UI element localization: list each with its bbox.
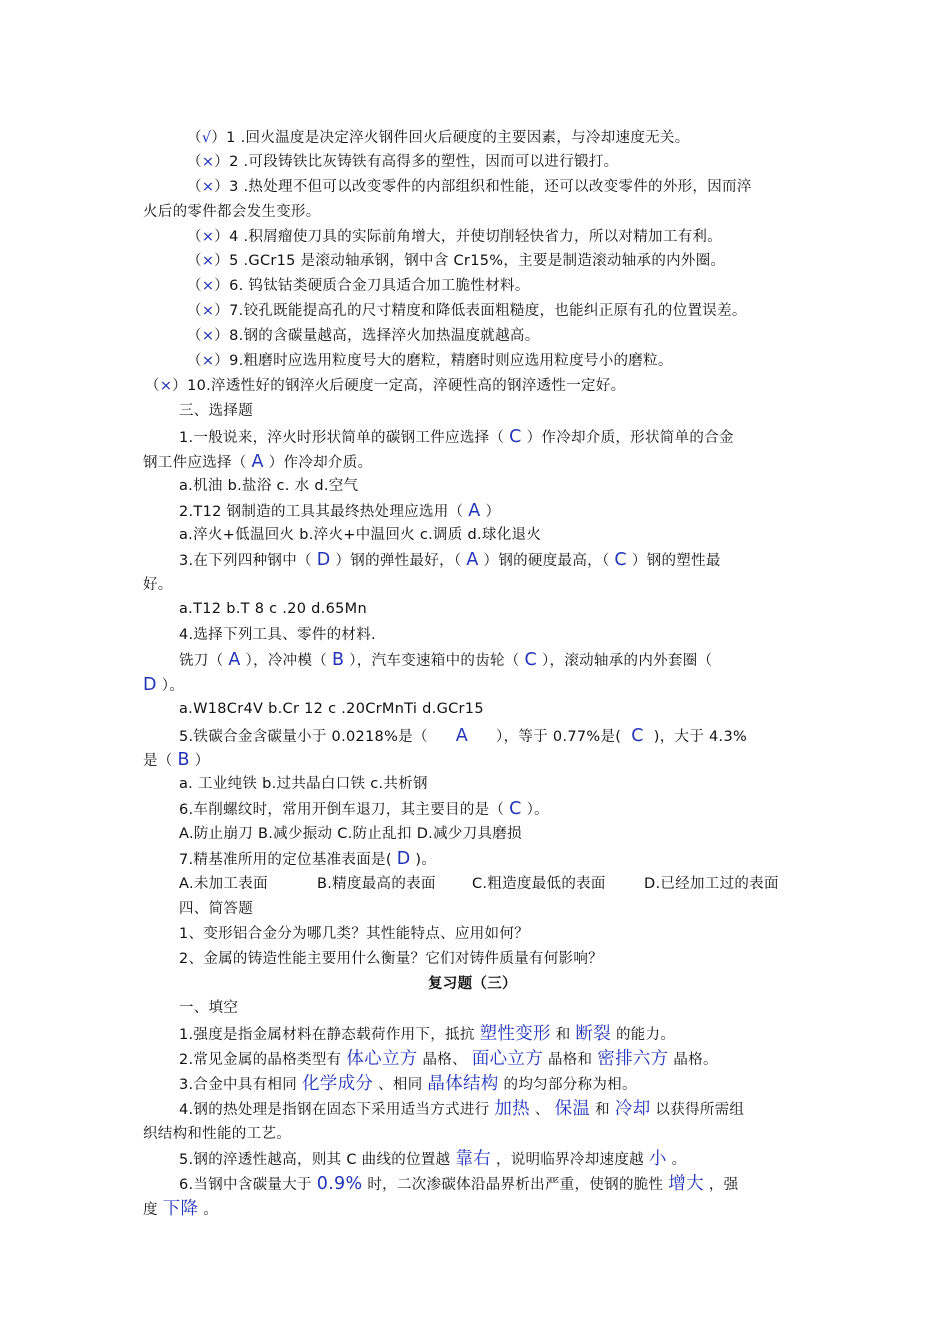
answer: C xyxy=(509,427,522,447)
choice-q1-line2: 钢工件应选择（ A ）作冷却介质。 xyxy=(143,452,373,472)
choice-q3-line1: 3.在下列四种钢中（ D ）钢的弹性最好，（ A ）钢的硬度最高，（ C ）钢的塑性最 xyxy=(179,550,721,570)
answer-mark: × xyxy=(201,154,215,170)
answer: A xyxy=(466,550,479,570)
answer: 增大 xyxy=(668,1174,704,1194)
answer: 体心立方 xyxy=(346,1049,418,1069)
judge-text: 2 .可段铸铁比灰铸铁有高得多的塑性，因而可以进行锻打。 xyxy=(229,154,619,170)
choice-q4-line2: D ）。 xyxy=(143,675,185,695)
judge-item-8: （×）8.钢的含碳量越高，选择淬火加热温度就越高。 xyxy=(187,328,540,344)
judge-item-3: （×）3 .热处理不但可以改变零件的内部组织和性能，还可以改变零件的外形，因而淬 xyxy=(187,179,752,195)
fill-q2: 2.常见金属的晶格类型有 体心立方 晶格、 面心立方 晶格和 密排六方 晶格。 xyxy=(179,1049,718,1069)
answer: A xyxy=(455,726,469,746)
answer: 断裂 xyxy=(575,1024,612,1044)
judge-text: 6. 钨钛钴类硬质合金刀具适合加工脆性材料。 xyxy=(229,278,530,294)
judge-text: 5 .GCr15 是滚动轴承钢，钢中含 Cr15%，主要是制造滚动轴承的内外圈。 xyxy=(229,253,726,269)
judge-text: 7.铰孔既能提高孔的尺寸精度和降低表面粗糙度，也能纠正原有孔的位置误差。 xyxy=(229,303,747,319)
judge-item-10: （×）10.淬透性好的钢淬火后硬度一定高，淬硬性高的钢淬透性一定好。 xyxy=(145,378,626,394)
answer-mark: × xyxy=(201,229,215,245)
choice-q4-line1: 铣刀（ A ），冷冲模（ B ），汽车变速箱中的齿轮（ C ），滚动轴承的内外套圈（ xyxy=(179,650,713,670)
answer: 面心立方 xyxy=(471,1049,544,1069)
judge-text: 9.粗磨时应选用粒度号大的磨粒，精磨时则应选用粒度号小的磨粒。 xyxy=(229,353,673,369)
answer: 保温 xyxy=(554,1099,591,1119)
answer: D xyxy=(316,550,331,570)
choice-q3-options: a.T12 b.T 8 c .20 d.65Mn xyxy=(179,601,367,617)
answer: A xyxy=(228,650,241,670)
answer: B xyxy=(332,650,345,670)
choice-q5-line2: 是（ B ） xyxy=(143,750,210,770)
answer: 冷却 xyxy=(614,1099,651,1119)
fill-q4-line1: 4.钢的热处理是指钢在固态下采用适当方式进行 加热 、 保温 和 冷却 以获得所需组 xyxy=(179,1099,745,1119)
answer: C xyxy=(631,726,644,746)
section-heading-fill: 一、填空 xyxy=(179,1000,239,1016)
choice-q7: 7.精基准所用的定位基准表面是( D )。 xyxy=(179,849,437,869)
judge-item-3-cont: 火后的零件都会发生变形。 xyxy=(143,204,321,220)
choice-q1-line1: 1.一般说来，淬火时形状简单的碳钢工件应选择（ C ）作冷却介质，形状简单的合金 xyxy=(179,427,734,447)
answer-mark: × xyxy=(201,253,215,269)
judge-text: 3 .热处理不但可以改变零件的内部组织和性能，还可以改变零件的外形，因而淬 xyxy=(229,179,752,195)
section-heading-short: 四、简答题 xyxy=(179,901,253,917)
section-heading-choice: 三、选择题 xyxy=(179,403,253,419)
judge-text: 1 .回火温度是决定淬火钢件回火后硬度的主要因素，与冷却速度无关。 xyxy=(226,130,690,146)
answer: C xyxy=(614,550,627,570)
fill-q5: 5.钢的淬透性越高，则其 C 曲线的位置越 靠右 ，说明临界冷却速度越 小 。 xyxy=(179,1149,687,1169)
judge-item-7: （×）7.铰孔既能提高孔的尺寸精度和降低表面粗糙度，也能纠正原有孔的位置误差。 xyxy=(187,303,747,319)
answer-mark: × xyxy=(201,353,215,369)
choice-q6: 6.车削螺纹时，常用开倒车退刀，其主要目的是（ C ）。 xyxy=(179,799,549,819)
judge-item-9: （×）9.粗磨时应选用粒度号大的磨粒，精磨时则应选用粒度号小的磨粒。 xyxy=(187,353,673,369)
answer: 加热 xyxy=(494,1099,530,1119)
answer-mark: √ xyxy=(201,130,212,146)
short-q1: 1、变形铝合金分为哪几类？其性能特点、应用如何？ xyxy=(179,926,529,942)
answer: 靠右 xyxy=(455,1149,492,1169)
answer-mark: × xyxy=(201,328,215,344)
choice-q1-options: a.机油 b.盐浴 c. 水 d.空气 xyxy=(179,478,359,494)
answer: 化学成分 xyxy=(301,1074,374,1094)
answer: 塑性变形 xyxy=(479,1024,551,1044)
choice-q2: 2.T12 钢制造的工具其最终热处理应选用（ A ） xyxy=(179,501,501,521)
answer: C xyxy=(524,650,538,670)
answer: D xyxy=(396,849,411,869)
answer: 小 xyxy=(648,1149,667,1169)
judge-item-4: （×）4 .积屑瘤使刀具的实际前角增大，并使切削轻快省力，所以对精加工有利。 xyxy=(187,229,723,245)
choice-q6-options: A.防止崩刀 B.减少振动 C.防止乱扣 D.减少刀具磨损 xyxy=(179,826,522,842)
choice-q7-option-d: D.已经加工过的表面 xyxy=(644,876,779,892)
judge-text: 4 .积屑瘤使刀具的实际前角增大，并使切削轻快省力，所以对精加工有利。 xyxy=(229,229,723,245)
answer: C xyxy=(509,799,522,819)
answer: 晶体结构 xyxy=(427,1074,499,1094)
fill-q6-line1: 6.当钢中含碳量大于 0.9% 时，二次渗碳体沿晶界析出严重，使钢的脆性 增大 ，强 xyxy=(179,1174,739,1194)
choice-q5-line1: 5.铁碳合金含碳量小于 0.0218%是（ A ），等于 0.77%是( C )，大于 4.3% xyxy=(179,726,748,746)
answer: A xyxy=(468,501,481,521)
choice-q7-option-c: C.粗造度最低的表面 xyxy=(472,876,606,892)
answer: 密排六方 xyxy=(597,1049,669,1069)
fill-q3: 3.合金中具有相同 化学成分 、相同 晶体结构 的均匀部分称为相。 xyxy=(179,1074,637,1094)
answer-mark: × xyxy=(201,303,215,319)
fill-q4-line2: 织结构和性能的工艺。 xyxy=(143,1126,291,1142)
choice-q3-line2: 好。 xyxy=(143,577,173,593)
choice-q2-options: a.淬火+低温回火 b.淬火+中温回火 c.调质 d.球化退火 xyxy=(179,527,542,543)
judge-item-2: （×）2 .可段铸铁比灰铸铁有高得多的塑性，因而可以进行锻打。 xyxy=(187,154,619,170)
fill-q6-line2: 度 下降 。 xyxy=(143,1199,219,1219)
answer-mark: × xyxy=(201,278,215,294)
fill-q1: 1.强度是指金属材料在静态载荷作用下，抵抗 塑性变形 和 断裂 的能力。 xyxy=(179,1024,676,1044)
choice-q4-options: a.W18Cr4V b.Cr 12 c .20CrMnTi d.GCr15 xyxy=(179,701,484,717)
choice-q7-option-b: B.精度最高的表面 xyxy=(317,876,436,892)
answer-mark: × xyxy=(159,378,173,394)
judge-item-1: （√）1 .回火温度是决定淬火钢件回火后硬度的主要因素，与冷却速度无关。 xyxy=(187,130,690,146)
answer: 0.9% xyxy=(316,1174,363,1194)
answer: 下降 xyxy=(162,1199,199,1219)
answer: B xyxy=(177,750,190,770)
page-title: 复习题（三） xyxy=(428,976,517,992)
choice-q4: 4.选择下列工具、零件的材料. xyxy=(179,627,376,643)
choice-q5-options: a. 工业纯铁 b.过共晶白口铁 c.共析钢 xyxy=(179,776,428,792)
judge-item-6: （×）6. 钨钛钴类硬质合金刀具适合加工脆性材料。 xyxy=(187,278,530,294)
judge-text: 10.淬透性好的钢淬火后硬度一定高，淬硬性高的钢淬透性一定好。 xyxy=(187,378,626,394)
answer: D xyxy=(143,675,157,695)
judge-text: 8.钢的含碳量越高，选择淬火加热温度就越高。 xyxy=(229,328,540,344)
choice-q7-option-a: A.未加工表面 xyxy=(179,876,268,892)
answer: A xyxy=(251,452,264,472)
short-q2: 2、金属的铸造性能主要用什么衡量？它们对铸件质量有何影响？ xyxy=(179,951,603,967)
answer-mark: × xyxy=(201,179,215,195)
judge-item-5: （×）5 .GCr15 是滚动轴承钢，钢中含 Cr15%，主要是制造滚动轴承的内外圈。 xyxy=(187,253,726,269)
